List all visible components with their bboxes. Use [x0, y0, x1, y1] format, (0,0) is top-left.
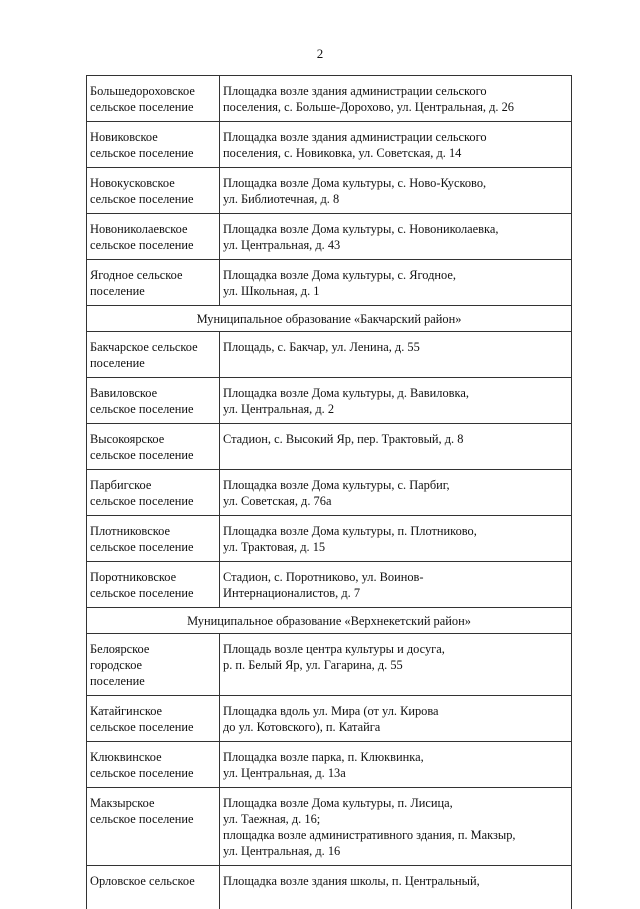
settlement-cell: Макзырское сельское поселение — [87, 788, 220, 866]
settlement-cell: Парбигское сельское поселение — [87, 470, 220, 516]
settlement-cell: Белоярское городское поселение — [87, 634, 220, 696]
location-cell: Площадка возле здания администрации сельского поселения, с. Больше-Дорохово, ул. Центральная, д. 26 — [220, 76, 572, 122]
settlement-cell: Новокусковское сельское поселение — [87, 168, 220, 214]
table-row — [87, 866, 572, 909]
section-header-row — [87, 306, 572, 332]
table-row — [87, 696, 572, 742]
table-row — [87, 332, 572, 378]
settlement-cell: Вавиловское сельское поселение — [87, 378, 220, 424]
location-cell: Площадка возле Дома культуры, с. Новониколаевка, ул. Центральная, д. 43 — [220, 214, 572, 260]
settlement-cell: Поротниковское сельское поселение — [87, 562, 220, 608]
location-cell: Площадка возле Дома культуры, д. Вавиловка, ул. Центральная, д. 2 — [220, 378, 572, 424]
table-row — [87, 122, 572, 168]
table-row — [87, 516, 572, 562]
location-cell: Площадь, с. Бакчар, ул. Ленина, д. 55 — [220, 332, 572, 378]
table-row — [87, 562, 572, 608]
location-cell: Площадь возле центра культуры и досуга, р. п. Белый Яр, ул. Гагарина, д. 55 — [220, 634, 572, 696]
settlement-cell: Ягодное сельское поселение — [87, 260, 220, 306]
table-row — [87, 742, 572, 788]
venues-table — [86, 75, 572, 909]
table-row — [87, 378, 572, 424]
settlement-cell: Плотниковское сельское поселение — [87, 516, 220, 562]
settlement-cell: Клюквинское сельское поселение — [87, 742, 220, 788]
table-row — [87, 424, 572, 470]
section-heading-bakchar: Муниципальное образование «Бакчарский район» — [87, 306, 572, 332]
section-heading-verkhneketsky: Муниципальное образование «Верхнекетский район» — [87, 608, 572, 634]
table-row — [87, 260, 572, 306]
location-cell: Площадка возле Дома культуры, п. Лисица, ул. Таежная, д. 16; площадка возле административного здания, п. Макзыр, ул. Центральная, д. 16 — [220, 788, 572, 866]
settlement-cell: Новиковское сельское поселение — [87, 122, 220, 168]
table-row — [87, 76, 572, 122]
location-cell: Площадка вдоль ул. Мира (от ул. Кирова до ул. Котовского), п. Катайга — [220, 696, 572, 742]
settlement-cell: Новониколаевское сельское поселение — [87, 214, 220, 260]
location-cell: Площадка возле парка, п. Клюквинка, ул. Центральная, д. 13а — [220, 742, 572, 788]
settlement-cell: Высокоярское сельское поселение — [87, 424, 220, 470]
table-row — [87, 634, 572, 696]
table-row — [87, 788, 572, 866]
table-row — [87, 214, 572, 260]
location-cell: Площадка возле Дома культуры, п. Плотниково, ул. Трактовая, д. 15 — [220, 516, 572, 562]
settlement-cell: Большедороховское сельское поселение — [87, 76, 220, 122]
table-row — [87, 470, 572, 516]
page-number: 2 — [0, 46, 640, 62]
table-row — [87, 168, 572, 214]
location-cell: Площадка возле здания администрации сельского поселения, с. Новиковка, ул. Советская, д. 14 — [220, 122, 572, 168]
location-cell: Стадион, с. Высокий Яр, пер. Трактовый, д. 8 — [220, 424, 572, 470]
location-cell: Стадион, с. Поротниково, ул. Воинов- Интернационалистов, д. 7 — [220, 562, 572, 608]
location-cell: Площадка возле здания школы, п. Центральный, — [220, 866, 572, 909]
location-cell: Площадка возле Дома культуры, с. Парбиг, ул. Советская, д. 76а — [220, 470, 572, 516]
location-cell: Площадка возле Дома культуры, с. Ягодное, ул. Школьная, д. 1 — [220, 260, 572, 306]
settlement-cell: Бакчарское сельское поселение — [87, 332, 220, 378]
settlement-cell: Катайгинское сельское поселение — [87, 696, 220, 742]
section-header-row — [87, 608, 572, 634]
location-cell: Площадка возле Дома культуры, с. Ново-Кусково, ул. Библиотечная, д. 8 — [220, 168, 572, 214]
settlement-cell: Орловское сельское — [87, 866, 220, 909]
